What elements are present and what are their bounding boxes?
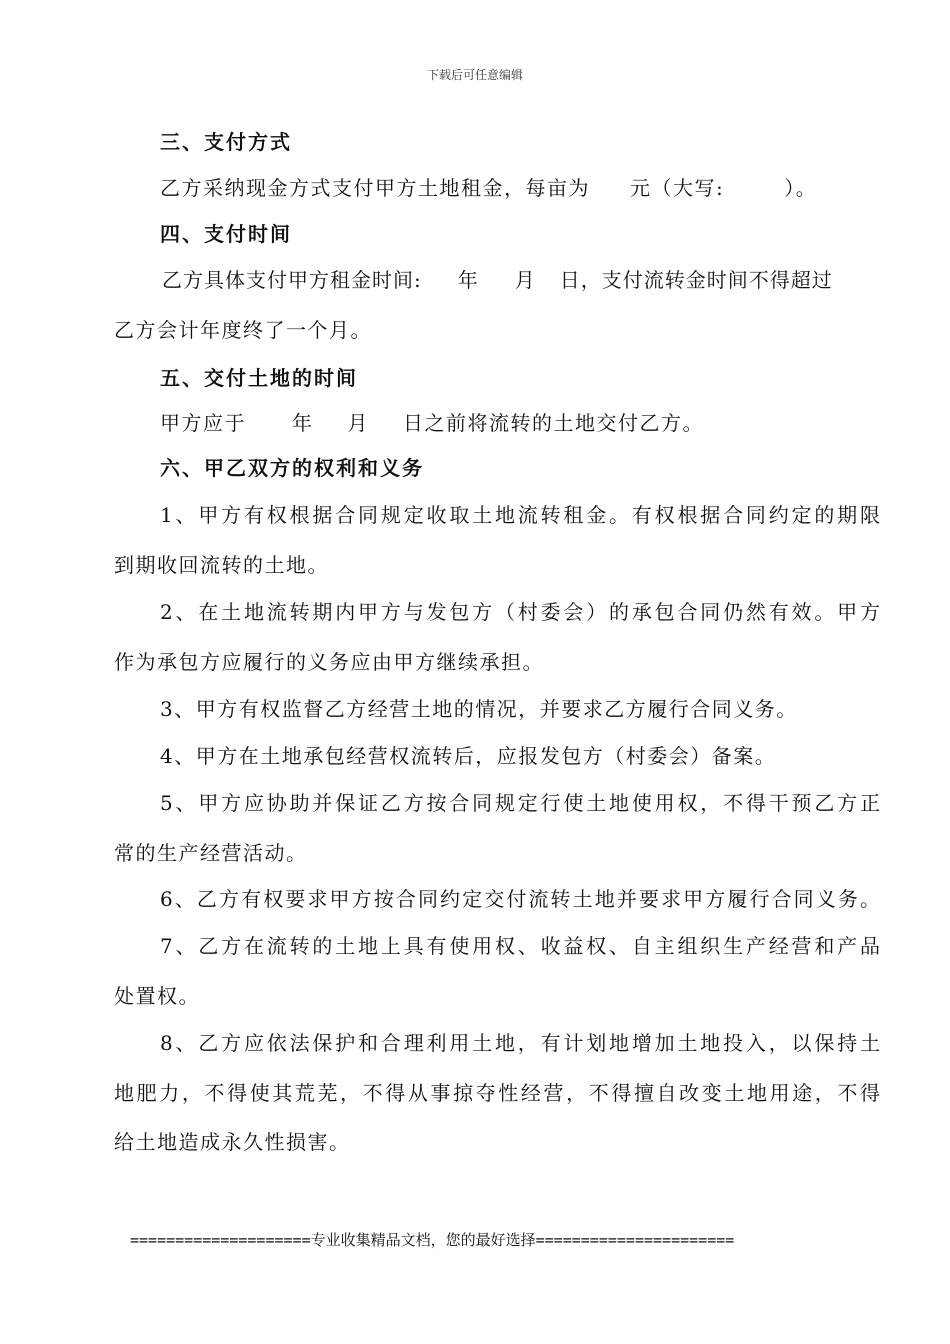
clause-7-line2: 处置权。 — [114, 984, 200, 1008]
text: 日，支付流转金时间不得超过 — [559, 268, 833, 292]
clause-3: 3、甲方有权监督乙方经营土地的情况，并要求乙方履行合同义务。 — [160, 697, 798, 721]
text: 年 — [457, 268, 479, 292]
clause-8-line3: 给土地造成永久性损害。 — [114, 1130, 351, 1154]
page-header: 下载后可任意编辑 — [426, 68, 523, 82]
clause-6: 6、乙方有权要求甲方按合同约定交付流转土地并要求甲方履行合同义务。 — [160, 887, 880, 911]
clause-4: 4、甲方在土地承包经营权流转后，应报发包方（村委会）备案。 — [160, 744, 777, 768]
payment-method-paragraph — [160, 176, 926, 200]
payment-time-paragraph — [162, 268, 880, 292]
section-heading-payment-time: 四、支付时间 — [160, 222, 292, 246]
text: 年 — [292, 411, 314, 435]
clause-8-line1: 8、乙方应依法保护和合理利用土地，有计划地增加土地投入，以保持土 — [160, 1031, 880, 1055]
clause-1-line1: 1、甲方有权根据合同规定收取土地流转租金。有权根据合同约定的期限 — [160, 503, 880, 527]
text: 月 — [514, 268, 536, 292]
clause-5-line2: 常的生产经营活动。 — [114, 841, 308, 865]
text: 元（大写: — [630, 176, 725, 200]
text: 月 — [347, 411, 369, 435]
section-heading-delivery-time: 五、交付土地的时间 — [160, 366, 358, 390]
clause-1-line2: 到期收回流转的土地。 — [114, 553, 329, 577]
text: 甲方应于 — [160, 411, 246, 435]
payment-time-paragraph-line2: 乙方会计年度终了一个月。 — [114, 318, 372, 342]
clause-8-line2: 地肥力，不得使其荒芜，不得从事掠夺性经营，不得擅自改变土地用途，不得 — [114, 1081, 880, 1105]
text: ）。 — [784, 176, 818, 200]
section-heading-payment-method: 三、支付方式 — [160, 130, 292, 154]
clause-5-line1: 5、甲方应协助并保证乙方按合同规定行使土地使用权，不得干预乙方正 — [160, 791, 880, 815]
clause-2-line2: 作为承包方应履行的义务应由甲方继续承担。 — [114, 650, 544, 674]
text: 乙方采纳现金方式支付甲方土地租金，每亩为 — [160, 176, 590, 200]
clause-7-line1: 7、乙方在流转的土地上具有使用权、收益权、自主组织生产经营和产品 — [160, 934, 880, 958]
delivery-time-paragraph — [160, 411, 926, 435]
text: 日之前将流转的土地交付乙方。 — [403, 411, 704, 435]
page-footer: ====================专业收集精品文档，您的最好选择====================== — [130, 1231, 735, 1249]
text: 乙方具体支付甲方租金时间: — [162, 268, 422, 292]
clause-2-line1: 2、在土地流转期内甲方与发包方（村委会）的承包合同仍然有效。甲方 — [160, 600, 880, 624]
section-heading-rights-obligations: 六、甲乙双方的权利和义务 — [160, 456, 424, 480]
